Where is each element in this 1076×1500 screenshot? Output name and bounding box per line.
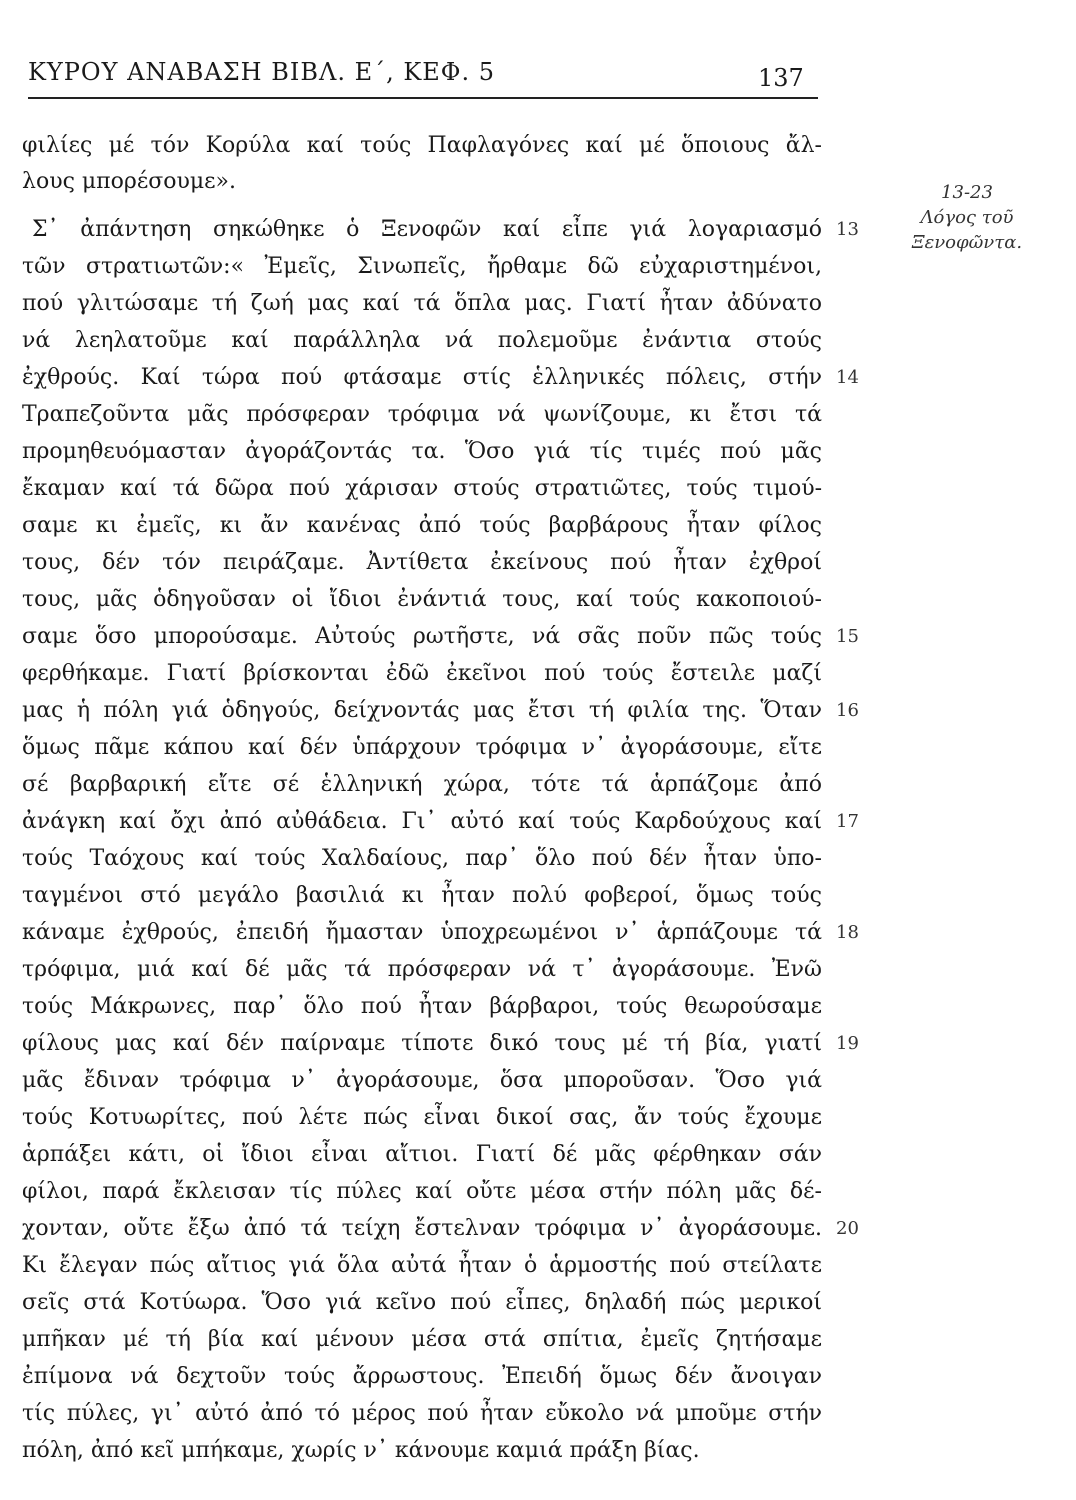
text-line: σέ βαρβαρική εἴτε σέ ἑλληνική χώρα, τότε τά ἁρπάζομε ἀπό <box>22 772 822 797</box>
text-line: τούς Μάκρωνες, παρ᾽ ὅλο πού ἦταν βάρβαροι, τούς θεωρούσαμε <box>22 994 822 1019</box>
section-number: 13 <box>836 219 859 240</box>
text-line: μᾶς ἔδιναν τρόφιμα ν᾽ ἀγοράσουμε, ὅσα μποροῦσαν. Ὅσο γιά <box>22 1068 822 1093</box>
text-line: ταγμένοι στό μεγάλο βασιλιά κι ἦταν πολύ φοβεροί, ὅμως τούς <box>22 883 822 908</box>
text-line: σεῖς στά Κοτύωρα. Ὅσο γιά κεῖνο πού εἶπες, δηλαδή πώς μερικοί <box>22 1290 822 1315</box>
text-line: τούς Κοτυωρίτες, πού λέτε πώς εἶναι δικοί σας, ἄν τούς ἔχουμε <box>22 1105 822 1130</box>
text-line: ἁρπάξει κάτι, οἱ ἴδιοι εἶναι αἴτιοι. Γιατί δέ μᾶς φέρθηκαν σάν <box>22 1142 822 1167</box>
margin-note <box>882 180 1052 255</box>
text-line: λους μπορέσουμε». <box>22 169 236 194</box>
text-line: πού γλιτώσαμε τή ζωή μας καί τά ὅπλα μας. Γιατί ἦταν ἀδύνατο <box>22 291 822 316</box>
text-line: μας ἡ πόλη γιά ὁδηγούς, δείχνοντάς μας ἔτσι τή φιλία της. Ὅταν <box>22 698 822 723</box>
running-head: ΚΥΡΟΥ ΑΝΑΒΑΣΗ ΒΙΒΛ. Ε΄, ΚΕΦ. 5 <box>28 58 496 86</box>
text-line: ἐπίμονα νά δεχτοῦν τούς ἄρρωστους. Ἐπειδή ὅμως δέν ἄνοιγαν <box>22 1364 822 1389</box>
text-line: Κι ἔλεγαν πώς αἴτιος γιά ὅλα αὐτά ἦταν ὁ ἁρμοστής πού στείλατε <box>22 1253 822 1278</box>
text-line: σαμε κι ἐμεῖς, κι ἄν κανένας ἀπό τούς βαρβάρους ἦταν φίλος <box>22 513 822 538</box>
margin-note-range: 13-23 <box>941 182 993 203</box>
text-line: Τραπεζοῦντα μᾶς πρόσφεραν τρόφιμα νά ψωνίζουμε, κι ἔτσι τά <box>22 402 822 427</box>
section-number: 14 <box>836 367 859 388</box>
text-line: χονταν, οὔτε ἔξω ἀπό τά τείχη ἔστελναν τρόφιμα ν᾽ ἀγοράσουμε. <box>22 1216 822 1241</box>
section-number: 19 <box>836 1033 859 1054</box>
text-line: προμηθευόμασταν ἀγοράζοντάς τα. Ὅσο γιά τίς τιμές πού μᾶς <box>22 439 822 464</box>
text-line: τρόφιμα, μιά καί δέ μᾶς τά πρόσφεραν νά τ᾽ ἀγοράσουμε. Ἐνῶ <box>22 957 822 982</box>
section-number: 16 <box>836 700 859 721</box>
text-line: ὅμως πᾶμε κάπου καί δέν ὑπάρχουν τρόφιμα ν᾽ ἀγοράσουμε, εἴτε <box>22 735 822 760</box>
text-line: τους, μᾶς ὁδηγοῦσαν οἱ ἴδιοι ἐνάντιά τους, καί τούς κακοποιού- <box>22 587 822 612</box>
text-line: ἀνάγκη καί ὄχι ἀπό αὐθάδεια. Γι᾽ αὐτό καί τούς Καρδούχους καί <box>22 809 822 834</box>
text-line: φίλοι, παρά ἔκλεισαν τίς πύλες καί οὔτε μέσα στήν πόλη μᾶς δέ- <box>22 1179 822 1204</box>
section-number: 18 <box>836 922 859 943</box>
text-line: ἐχθρούς. Καί τώρα πού φτάσαμε στίς ἑλληνικές πόλεις, στήν <box>22 365 822 390</box>
margin-note-label-1: Λόγος τοῦ <box>920 207 1014 228</box>
text-line: μπῆκαν μέ τή βία καί μένουν μέσα στά σπίτια, ἐμεῖς ζητήσαμε <box>22 1327 822 1352</box>
section-number: 20 <box>836 1218 859 1239</box>
text-line: σαμε ὅσο μπορούσαμε. Αὐτούς ρωτῆστε, νά σᾶς ποῦν πῶς τούς <box>22 624 822 649</box>
text-line: φιλίες μέ τόν Κορύλα καί τούς Παφλαγόνες καί μέ ὅποιους ἄλ- <box>22 133 822 158</box>
text-line: πόλη, ἀπό κεῖ μπήκαμε, χωρίς ν᾽ κάνουμε καμιά πράξη βίας. <box>22 1438 700 1463</box>
page-number: 137 <box>758 64 804 92</box>
header-rule <box>28 97 818 99</box>
section-number: 15 <box>836 626 859 647</box>
text-line: κάναμε ἐχθρούς, ἐπειδή ἤμασταν ὑποχρεωμένοι ν᾽ ἁρπάζουμε τά <box>22 920 822 945</box>
text-line: τῶν στρατιωτῶν:« Ἐμεῖς, Σινωπεῖς, ἤρθαμε δῶ εὐχαριστημένοι, <box>22 254 822 279</box>
text-line: ἔκαμαν καί τά δῶρα πού χάρισαν στούς στρατιῶτες, τούς τιμού- <box>22 476 822 501</box>
text-line: νά λεηλατοῦμε καί παράλληλα νά πολεμοῦμε ἐνάντια στούς <box>22 328 822 353</box>
text-line: τους, δέν τόν πειράζαμε. Ἀντίθετα ἐκείνους πού ἦταν ἐχθροί <box>22 550 822 575</box>
text-line: φίλους μας καί δέν παίρναμε τίποτε δικό τους μέ τή βία, γιατί <box>22 1031 822 1056</box>
section-number: 17 <box>836 811 859 832</box>
text-line: τούς Ταόχους καί τούς Χαλδαίους, παρ᾽ ὅλο πού δέν ἦταν ὑπο- <box>22 846 822 871</box>
text-line: Σ᾽ ἀπάντηση σηκώθηκε ὁ Ξενοφῶν καί εἶπε γιά λογαριασμό <box>32 217 822 242</box>
text-line: τίς πύλες, γι᾽ αὐτό ἀπό τό μέρος πού ἦταν εὔκολο νά μποῦμε στήν <box>22 1401 822 1426</box>
margin-note-label-2: Ξενοφῶντα. <box>911 232 1023 253</box>
text-line: φερθήκαμε. Γιατί βρίσκονται ἐδῶ ἐκεῖνοι πού τούς ἔστειλε μαζί <box>22 661 822 686</box>
